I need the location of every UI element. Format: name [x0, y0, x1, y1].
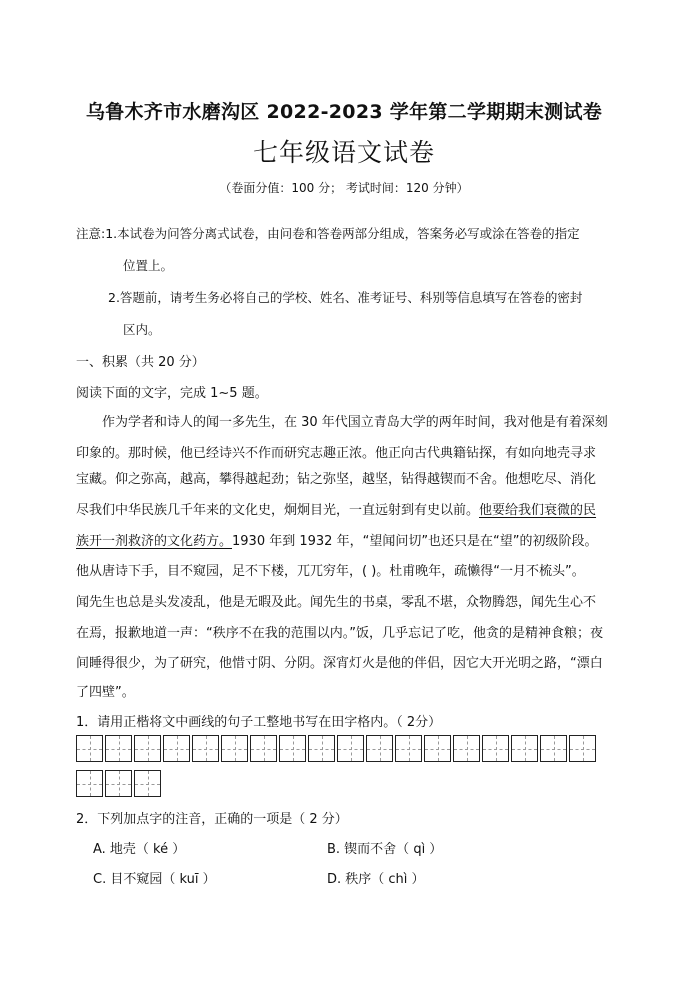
- option-b[interactable]: B. 锲而不舍（ qì ）: [327, 842, 443, 857]
- writing-cell[interactable]: [192, 735, 219, 762]
- writing-cell[interactable]: [366, 735, 393, 762]
- passage-line: 作为学者和诗人的闻一多先生，在 30 年代国立青岛大学的两年时间，我对他是有着深刻: [102, 415, 608, 430]
- writing-cell[interactable]: [221, 735, 248, 762]
- section-heading: 一、积累（共 20 分）: [76, 355, 205, 370]
- note-2-line-2: 区内。: [123, 322, 161, 337]
- writing-cell[interactable]: [134, 770, 161, 797]
- passage-line: 尽我们中华民族几千年来的文化史，炯炯目光，一直远射到有史以前。: [76, 503, 480, 518]
- section-instruction: 阅读下面的文字，完成 1~5 题。: [76, 386, 268, 401]
- writing-cell[interactable]: [424, 735, 451, 762]
- note-2-line-1: 2.答题前，请考生务必将自己的学校、姓名、准考证号、科别等信息填写在答卷的密封: [108, 290, 583, 305]
- writing-cell[interactable]: [482, 735, 509, 762]
- writing-cell[interactable]: [76, 735, 103, 762]
- writing-cell[interactable]: [105, 735, 132, 762]
- question-2: 2．下列加点字的注音，正确的一项是（ 2 分）: [76, 812, 348, 827]
- writing-cell[interactable]: [105, 770, 132, 797]
- passage-line: 在焉，报歉地道一声：“秩序不在我的范围以内。”饭，几乎忘记了吃，他贪的是精神食粮；夜: [76, 626, 603, 641]
- passage-line: 宝藏。仰之弥高，越高，攀得越起劲；钻之弥坚，越坚，钻得越锲而不舍。他想吃尽、消化: [76, 472, 597, 487]
- exam-subtitle: 七年级语文试卷: [252, 138, 435, 167]
- passage-line: 闻先生也总是头发凌乱，他是无暇及此。闻先生的书桌，零乱不堪，众物腾怨，闻先生心不: [76, 595, 597, 610]
- passage-line: 1930 年到 1932 年，“望闻问切”也还只是在“望”的初级阶段。: [232, 534, 598, 549]
- option-a[interactable]: A. 地壳（ ké ）: [93, 842, 186, 857]
- notes-prefix: 注意:: [76, 226, 106, 241]
- writing-grid-row-2: [76, 770, 163, 797]
- writing-cell[interactable]: [134, 735, 161, 762]
- passage-line: 印象的。那时候，他已经诗兴不作而研究志趣正浓。他正向古代典籍钻探，有如向地壳寻求: [76, 446, 597, 461]
- option-c[interactable]: C. 目不窥园（ kuī ）: [93, 872, 216, 887]
- underlined-sentence: 他要给我们衰微的民: [479, 503, 597, 518]
- underlined-sentence: 族开一剂救济的文化药方。: [76, 534, 233, 549]
- passage-line: 了四壁”。: [76, 685, 135, 700]
- passage-line: 他从唐诗下手，目不窥园，足不下楼，兀兀穷年，( )。杜甫晚年，疏懒得“一月不梳头”。: [76, 564, 585, 579]
- question-1: 1．请用正楷将文中画线的句子工整地书写在田字格内。（ 2分）: [76, 715, 442, 730]
- writing-grid-row-1: [76, 735, 598, 762]
- writing-cell[interactable]: [540, 735, 567, 762]
- writing-cell[interactable]: [250, 735, 277, 762]
- exam-title: 乌鲁木齐市水磨沟区 2022-2023 学年第二学期期末测试卷: [85, 101, 603, 123]
- writing-cell[interactable]: [76, 770, 103, 797]
- writing-cell[interactable]: [163, 735, 190, 762]
- exam-info: （卷面分值：100 分； 考试时间：120 分钟）: [219, 181, 469, 195]
- passage-line: 间睡得很少，为了研究，他惜寸阴、分阴。深宵灯火是他的伴侣，因它大开光明之路，“漂白: [76, 656, 603, 671]
- option-d[interactable]: D. 秩序（ chì ）: [327, 872, 425, 887]
- writing-cell[interactable]: [453, 735, 480, 762]
- writing-cell[interactable]: [279, 735, 306, 762]
- writing-cell[interactable]: [337, 735, 364, 762]
- writing-cell[interactable]: [395, 735, 422, 762]
- writing-cell[interactable]: [308, 735, 335, 762]
- note-1-line-2: 位置上。: [123, 258, 174, 273]
- writing-cell[interactable]: [511, 735, 538, 762]
- writing-cell[interactable]: [569, 735, 596, 762]
- note-1-line-1: 1.本试卷为问答分离式试卷，由问卷和答卷两部分组成，答案务必写或涂在答卷的指定: [105, 226, 580, 241]
